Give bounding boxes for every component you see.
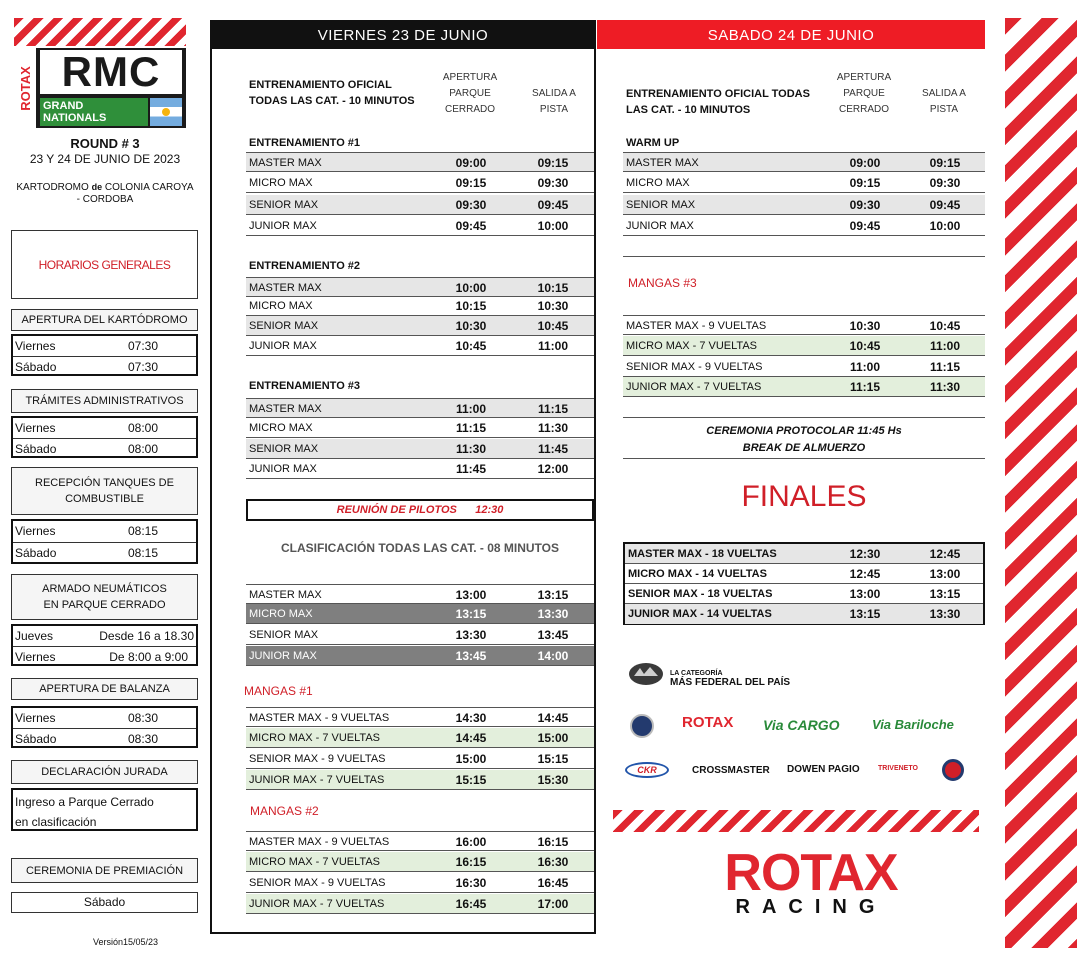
table-row: SENIOR MAX 11:30 11:45 — [246, 439, 594, 459]
sponsor-ckr: CKR — [625, 762, 669, 778]
tramites-title: TRÁMITES ADMINISTRATIVOS — [11, 389, 198, 413]
table-row: JUNIOR MAX 09:45 10:00 — [246, 216, 594, 236]
finales-table — [623, 542, 985, 625]
table-row: JUNIOR MAX - 7 VUELTAS 16:45 17:00 — [246, 894, 594, 914]
table-row: MASTER MAX 11:00 11:15 — [246, 398, 594, 418]
saturday-intro: ENTRENAMIENTO OFICIAL TODAS LAS CAT. - 10 MINUTOS — [626, 88, 810, 116]
divider — [623, 417, 985, 418]
sponsor-viacargo: Via CARGO — [763, 717, 840, 733]
tanques-times: Viernes 08:15 Sábado 08:15 — [11, 519, 198, 564]
balanza-title: APERTURA DE BALANZA — [11, 678, 198, 700]
friday-header: VIERNES 23 DE JUNIO — [210, 20, 596, 49]
friday-intro: ENTRENAMIENTO OFICIAL TODAS LAS CAT. - 10 MINUTOS — [249, 79, 415, 107]
table-row: SENIOR MAX 09:30 09:45 — [623, 195, 985, 215]
premiacion-day: Sábado — [11, 892, 198, 913]
decorative-stripes-right — [1005, 18, 1077, 948]
declaracion-title: DECLARACIÓN JURADA — [11, 760, 198, 784]
clasificacion-title: CLASIFICACIÓN TODAS LAS CAT. - 08 MINUTOS — [280, 541, 559, 555]
mangas2-title: MANGAS #2 — [250, 804, 319, 818]
table-row: JUNIOR MAX 09:45 10:00 — [623, 216, 985, 236]
saturday-col-apertura: APERTURA PARQUE CERRADO — [836, 72, 892, 115]
table-row: MICRO MAX 13:15 13:30 — [246, 604, 594, 624]
saturday-col-salida: SALIDA A PISTA — [922, 88, 966, 115]
finales-title: FINALES — [741, 480, 867, 513]
logo-side-text: ROTAX — [17, 65, 33, 111]
rotax-logo: ROTAX — [724, 844, 898, 902]
table-row: SENIOR MAX - 9 VUELTAS 11:00 11:15 — [623, 357, 985, 377]
decorative-stripes — [613, 810, 979, 832]
table-row: SENIOR MAX 13:30 13:45 — [246, 625, 594, 645]
table-row: SENIOR MAX - 18 VUELTAS 13:00 13:15 — [625, 584, 983, 604]
table-row: MICRO MAX - 7 VUELTAS 16:15 16:30 — [246, 852, 594, 872]
table-row: MASTER MAX - 18 VUELTAS 12:30 12:45 — [625, 544, 983, 564]
sponsor-rotax: ROTAX — [682, 714, 734, 731]
balanza-times: Viernes 08:30 Sábado 08:30 — [11, 706, 198, 748]
divider — [623, 458, 985, 459]
table-row: JUNIOR MAX - 14 VUELTAS 13:15 13:30 — [625, 604, 983, 624]
sponsor-dowen-pagio: DOWEN PAGIO — [787, 764, 860, 775]
venue: KARTODROMO de COLONIA CAROYA - CORDOBA — [16, 182, 194, 205]
sponsor-triveneto: TRIVENETO — [878, 765, 918, 772]
rmc-logo — [14, 18, 186, 128]
argentina-map-icon — [628, 662, 664, 686]
table-row: SENIOR MAX 10:30 10:45 — [246, 316, 594, 336]
version: Versión15/05/23 — [93, 937, 159, 947]
event-dates: 23 Y 24 DE JUNIO DE 2023 — [29, 152, 181, 166]
ent1-title: ENTRENAMIENTO #1 — [249, 137, 361, 149]
table-row: JUNIOR MAX 13:45 14:00 — [246, 646, 594, 666]
divider — [623, 256, 985, 257]
friday-col-salida: SALIDA A PISTA — [532, 88, 576, 115]
premiacion-title: CEREMONIA DE PREMIACIÓN — [11, 858, 198, 883]
apertura-kartodromo-times: Viernes 07:30 Sábado 07:30 — [11, 334, 198, 376]
racing-logo: RACING — [735, 896, 887, 918]
reunion-pilotos: REUNIÓN DE PILOTOS 12:30 — [246, 499, 594, 521]
table-row: MASTER MAX 10:00 10:15 — [246, 277, 594, 297]
table-row: MASTER MAX 13:00 13:15 — [246, 584, 594, 604]
mangas3-title: MANGAS #3 — [628, 276, 697, 290]
tramites-times: Viernes 08:00 Sábado 08:00 — [11, 416, 198, 458]
table-row: SENIOR MAX 09:30 09:45 — [246, 195, 594, 215]
declaracion-text: Ingreso a Parque Cerrado en clasificación — [11, 788, 198, 831]
table-row: MICRO MAX 11:15 11:30 — [246, 418, 594, 438]
round-title: ROUND # 3 — [70, 136, 140, 151]
logo-box — [14, 48, 186, 128]
logo-rmc-text: RMC — [40, 50, 182, 94]
neumaticos-title: ARMADO NEUMÁTICOS EN PARQUE CERRADO — [11, 574, 198, 620]
friday-col-apertura: APERTURA PARQUE CERRADO — [442, 72, 498, 115]
mangas1-title: MANGAS #1 — [244, 684, 313, 698]
argentina-flag-icon — [150, 98, 182, 126]
table-row: MASTER MAX 09:00 09:15 — [246, 152, 594, 172]
warmup-title: WARM UP — [626, 137, 680, 149]
apertura-kartodromo-title: APERTURA DEL KARTÓDROMO — [11, 309, 198, 331]
table-row: MICRO MAX 09:15 09:30 — [623, 173, 985, 193]
table-row: MICRO MAX - 7 VUELTAS 10:45 11:00 — [623, 336, 985, 356]
table-row: JUNIOR MAX - 7 VUELTAS 11:15 11:30 — [623, 377, 985, 397]
tagline-line2: MÁS FEDERAL DEL PAÍS — [670, 677, 791, 688]
table-row: JUNIOR MAX 11:45 12:00 — [246, 459, 594, 479]
ent3-title: ENTRENAMIENTO #3 — [249, 380, 361, 392]
table-row: MICRO MAX 10:15 10:30 — [246, 296, 594, 316]
table-row: SENIOR MAX - 9 VUELTAS 16:30 16:45 — [246, 873, 594, 893]
neumaticos-times: Jueves Desde 16 a 18.30 Viernes De 8:00 a 9:00 — [11, 624, 198, 666]
table-row: MASTER MAX - 9 VUELTAS 16:00 16:15 — [246, 831, 594, 851]
sponsor-viabariloche: Via Bariloche — [872, 717, 954, 732]
table-row: MICRO MAX - 7 VUELTAS 14:45 15:00 — [246, 728, 594, 748]
table-row: JUNIOR MAX 10:45 11:00 — [246, 336, 594, 356]
ceremonia-protocolar: CEREMONIA PROTOCOLAR 11:45 Hs BREAK DE ALMUERZO — [706, 425, 902, 454]
horarios-generales: HORARIOS GENERALES — [11, 230, 198, 299]
federation-badge-icon — [630, 714, 654, 738]
table-row: MASTER MAX - 9 VUELTAS 10:30 10:45 — [623, 315, 985, 335]
table-row: JUNIOR MAX - 7 VUELTAS 15:15 15:30 — [246, 770, 594, 790]
ent2-title: ENTRENAMIENTO #2 — [249, 260, 361, 272]
table-row: MASTER MAX - 9 VUELTAS 14:30 14:45 — [246, 707, 594, 727]
tagline-line1: LA CATEGORÍA — [670, 670, 723, 677]
club-badge-icon — [942, 759, 964, 781]
table-row: MASTER MAX 09:00 09:15 — [623, 152, 985, 172]
table-row: MICRO MAX - 14 VUELTAS 12:45 13:00 — [625, 564, 983, 584]
sponsor-crossmaster: CROSSMASTER — [692, 765, 770, 776]
table-row: SENIOR MAX - 9 VUELTAS 15:00 15:15 — [246, 749, 594, 769]
tanques-title: RECEPCIÓN TANQUES DE COMBUSTIBLE — [11, 467, 198, 515]
logo-stripes — [14, 18, 186, 46]
logo-grand-nationals: GRAND NATIONALS — [40, 98, 148, 126]
saturday-header: SABADO 24 DE JUNIO — [597, 20, 985, 49]
table-row: MICRO MAX 09:15 09:30 — [246, 173, 594, 193]
